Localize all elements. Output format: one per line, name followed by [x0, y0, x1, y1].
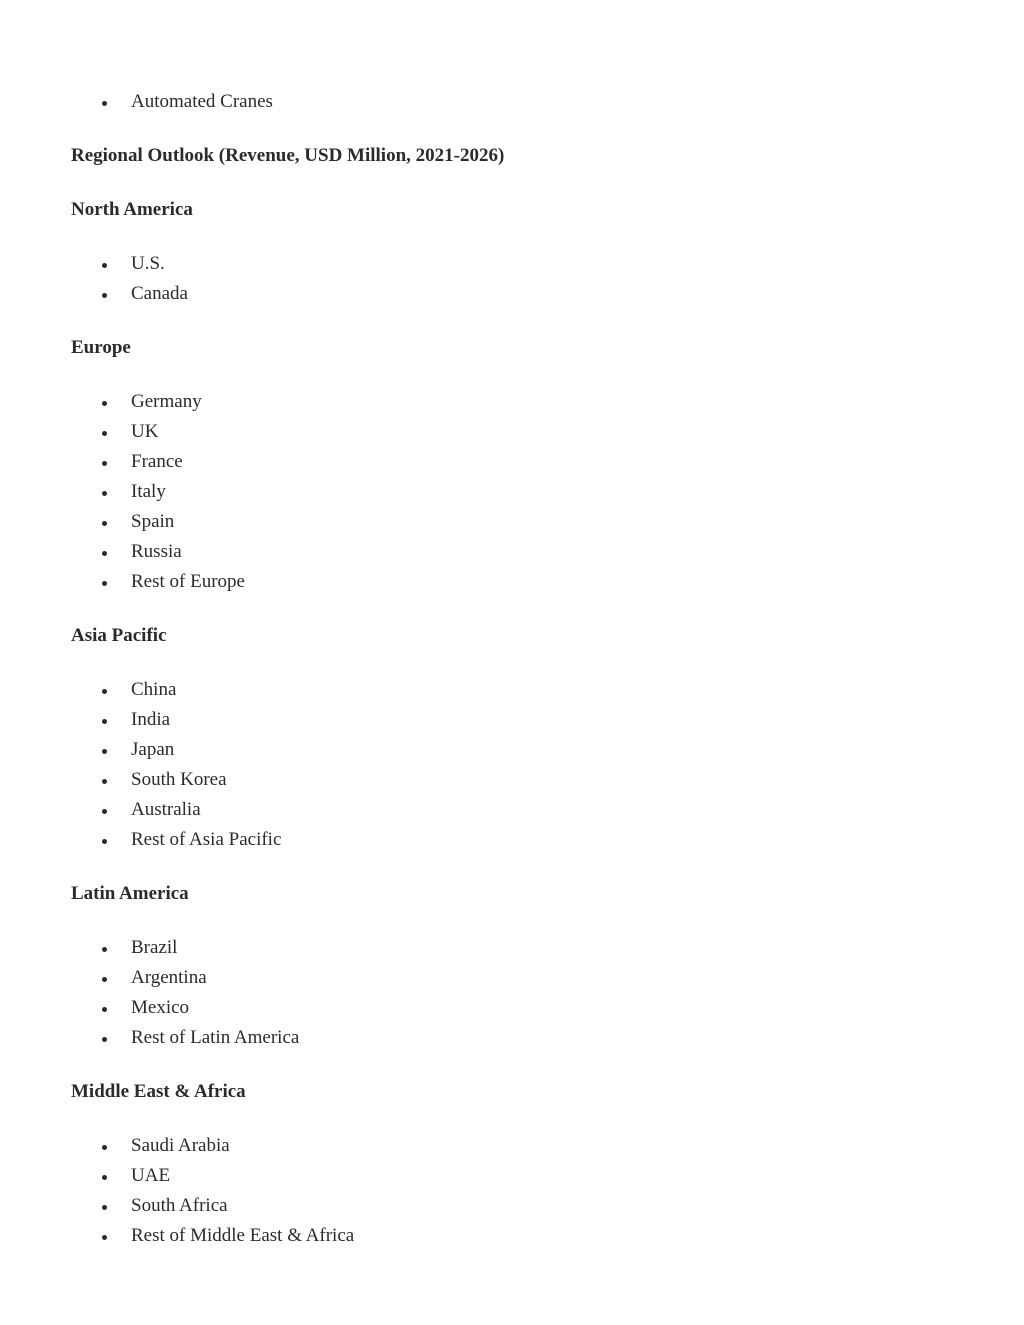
region-list-europe [71, 387, 971, 597]
list-item: Germany [71, 387, 971, 417]
list-item: Rest of Asia Pacific [71, 825, 971, 855]
list-item: China [71, 675, 971, 705]
list-item: Spain [71, 507, 971, 537]
list-item: Russia [71, 537, 971, 567]
top-list [71, 87, 971, 117]
region-heading-latin-america: Latin America [71, 883, 189, 904]
list-item: UAE [71, 1161, 971, 1191]
list-item: South Korea [71, 765, 971, 795]
list-item: Saudi Arabia [71, 1131, 971, 1161]
list-item: Rest of Latin America [71, 1023, 971, 1053]
list-item: France [71, 447, 971, 477]
list-item: Brazil [71, 933, 971, 963]
region-list-north-america [71, 249, 971, 309]
document-page [71, 87, 971, 1251]
list-item: Rest of Middle East & Africa [71, 1221, 971, 1251]
list-item: U.S. [71, 249, 971, 279]
list-item: Australia [71, 795, 971, 825]
region-list-middle-east-africa [71, 1131, 971, 1251]
list-item: South Africa [71, 1191, 971, 1221]
region-heading-north-america: North America [71, 199, 193, 220]
list-item: Japan [71, 735, 971, 765]
list-item: UK [71, 417, 971, 447]
list-item: Mexico [71, 993, 971, 1023]
list-item: Argentina [71, 963, 971, 993]
region-heading-europe: Europe [71, 337, 131, 358]
list-item: Canada [71, 279, 971, 309]
region-list-asia-pacific [71, 675, 971, 855]
section-title: Regional Outlook (Revenue, USD Million, 2021-2026) [71, 145, 505, 166]
region-heading-middle-east-africa: Middle East & Africa [71, 1081, 246, 1102]
region-list-latin-america [71, 933, 971, 1053]
region-heading-asia-pacific: Asia Pacific [71, 625, 167, 646]
list-item: Italy [71, 477, 971, 507]
list-item: India [71, 705, 971, 735]
list-item: Rest of Europe [71, 567, 971, 597]
list-item: Automated Cranes [71, 87, 971, 117]
